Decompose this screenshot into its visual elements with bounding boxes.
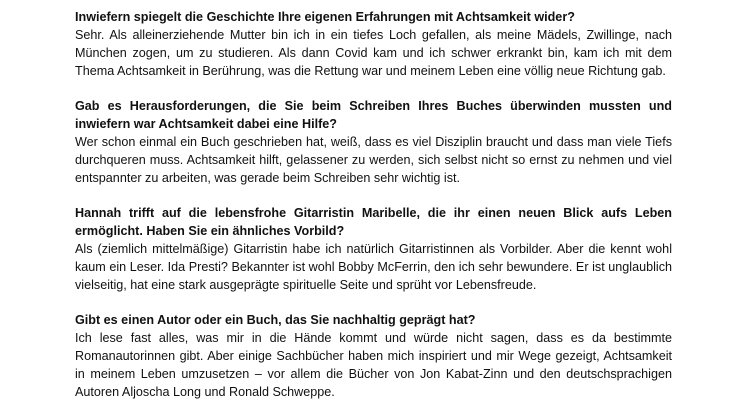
question-4: Gibt es einen Autor oder ein Buch, das Sie nachhaltig geprägt hat? bbox=[75, 313, 476, 327]
interview-block-4 bbox=[75, 311, 672, 401]
answer-3: Als (ziemlich mittelmäßige) Gitarristin habe ich natürlich Gitarristinnen als Vorbilder. Aber die kennt wohl kaum ein Leser. Ida Presti? Bekannter ist wohl Bobby McFerrin, den ich sehr bewundere. Er ist unglaublich vielseitig, hat eine stark ausgeprägte spirituelle Seite und sprüht vor Lebensfreude. bbox=[75, 242, 672, 292]
question-3: Hannah trifft auf die lebensfrohe Gitarristin Maribelle, die ihr einen neuen Blick aufs Leben ermöglicht. Haben Sie ein ähnliches Vorbild? bbox=[75, 206, 672, 238]
question-1: Inwiefern spiegelt die Geschichte Ihre eigenen Erfahrungen mit Achtsamkeit wider? bbox=[75, 10, 575, 24]
interview-document bbox=[75, 8, 672, 418]
answer-4: Ich lese fast alles, was mir in die Hände kommt und würde nicht sagen, dass es da bestimmte Romanautorinnen gibt. Aber einige Sachbücher haben mich inspiriert und mir Wege gezeigt, Achtsamkeit in meinem Leben umzusetzen – vor allem die Bücher von Jon Kabat-Zinn und den deutschsprachigen Autoren Aljoscha Long und Ronald Schweppe. bbox=[75, 331, 672, 399]
answer-2: Wer schon einmal ein Buch geschrieben hat, weiß, dass es viel Disziplin braucht und dass man viele Tiefs durchqueren muss. Achtsamkeit hilft, gelassener zu werden, sich selbst nicht so ernst zu nehmen und viel entspannter zu arbeiten, was gerade beim Schreiben sehr wichtig ist. bbox=[75, 135, 672, 185]
answer-1: Sehr. Als alleinerziehende Mutter bin ich in ein tiefes Loch gefallen, als meine Mädels, Zwillinge, nach München zogen, um zu studieren. Als dann Covid kam und ich schwer erkrankt bin, kam ich mit dem Thema Achtsamkeit in Berührung, was die Rettung war und meinem Leben eine völlig neue Richtung gab. bbox=[75, 28, 672, 78]
question-2: Gab es Herausforderungen, die Sie beim Schreiben Ihres Buches überwinden mussten und inwiefern war Achtsamkeit dabei eine Hilfe? bbox=[75, 99, 672, 131]
interview-block-3 bbox=[75, 204, 672, 294]
interview-block-1 bbox=[75, 8, 672, 80]
interview-block-2 bbox=[75, 97, 672, 187]
